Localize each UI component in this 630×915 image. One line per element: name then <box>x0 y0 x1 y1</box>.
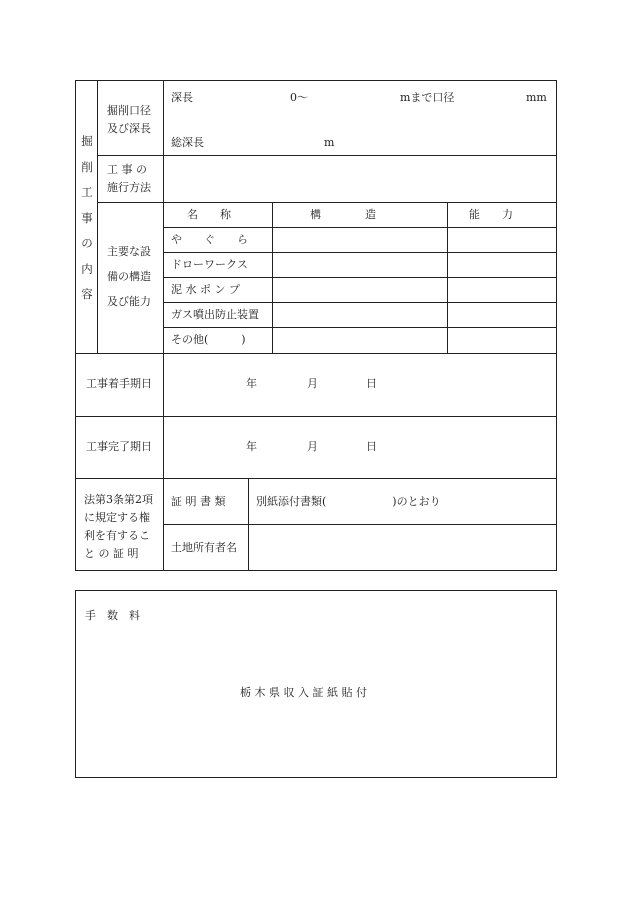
row-divider <box>163 277 556 278</box>
col-divider <box>97 81 98 353</box>
rights-label-line2: に規定する権 <box>84 511 150 524</box>
row-divider <box>163 227 556 228</box>
bore-label-line1: 掘削口径 <box>107 104 151 117</box>
section-label-char: 掘 <box>81 134 93 148</box>
equipment-label-line1: 主要な設 <box>107 245 151 258</box>
total-depth-unit: m <box>324 136 335 149</box>
depth-to-unit: mまで口径 <box>400 91 455 104</box>
equipment-row-name: や ぐ ら <box>171 233 248 246</box>
section-label-char: 工 <box>81 185 93 199</box>
section-label-char: 事 <box>81 210 93 225</box>
start-month: 月 <box>307 377 318 390</box>
end-day: 日 <box>366 440 377 453</box>
end-year: 年 <box>246 440 257 453</box>
total-depth-label: 総深長 <box>171 136 204 149</box>
equipment-row-name: ガス噴出防止装置 <box>171 308 259 321</box>
depth-label: 深長 <box>171 91 193 104</box>
row-divider <box>76 353 556 354</box>
equipment-row-name: ドローワークス <box>171 258 248 271</box>
section-label-char: 削 <box>81 159 93 174</box>
equipment-row-name: 泥 水 ポ ン プ <box>171 283 240 296</box>
rights-label-line1: 法第3条第2項 <box>84 493 153 506</box>
method-label-line1: 工 事 の <box>107 163 147 176</box>
row-divider <box>76 416 556 417</box>
row-divider <box>97 155 556 156</box>
section-label-char: 内 <box>81 261 93 276</box>
doc-type-label: 証 明 書 類 <box>171 495 226 508</box>
col-divider <box>272 202 273 353</box>
diameter-unit: mm <box>526 91 547 104</box>
fee-title: 手 数 料 <box>85 609 140 622</box>
method-label-line2: 施行方法 <box>107 181 151 194</box>
depth-from: 0〜 <box>290 91 308 104</box>
col-divider <box>163 81 164 570</box>
start-date-label: 工事着手期日 <box>86 377 152 390</box>
owner-label: 土地所有者名 <box>171 541 237 554</box>
row-divider <box>97 202 556 203</box>
end-month: 月 <box>307 440 318 453</box>
col-divider <box>447 202 448 353</box>
column-header-capacity: 能 力 <box>469 208 513 221</box>
equipment-row-name: その他( ) <box>171 333 246 346</box>
row-divider <box>163 327 556 328</box>
end-date-label: 工事完了期日 <box>86 440 152 453</box>
row-divider <box>163 524 556 525</box>
equipment-label-line3: 及び能力 <box>107 295 151 308</box>
rights-label-line3: 利を有するこ <box>84 529 150 542</box>
start-year: 年 <box>246 377 257 390</box>
doc-type-value: 別紙添付書類( )のとおり <box>256 495 441 508</box>
section-label-char: 容 <box>81 287 93 301</box>
bore-label-line2: 及び深長 <box>107 122 151 135</box>
row-divider <box>163 252 556 253</box>
start-day: 日 <box>366 377 377 390</box>
row-divider <box>163 302 556 303</box>
column-header-name: 名 称 <box>187 208 231 221</box>
col-divider <box>248 478 249 570</box>
section-label-char: の <box>81 236 93 250</box>
fee-stamp-box <box>75 590 557 778</box>
rights-label-line4: と の 証 明 <box>84 547 139 560</box>
equipment-label-line2: 備の構造 <box>107 270 151 283</box>
row-divider <box>76 478 556 479</box>
excavation-section-label <box>80 136 94 315</box>
column-header-structure: 構 造 <box>310 208 376 221</box>
revenue-stamp-text: 栃 木 県 収 入 証 紙 貼 付 <box>240 686 367 699</box>
